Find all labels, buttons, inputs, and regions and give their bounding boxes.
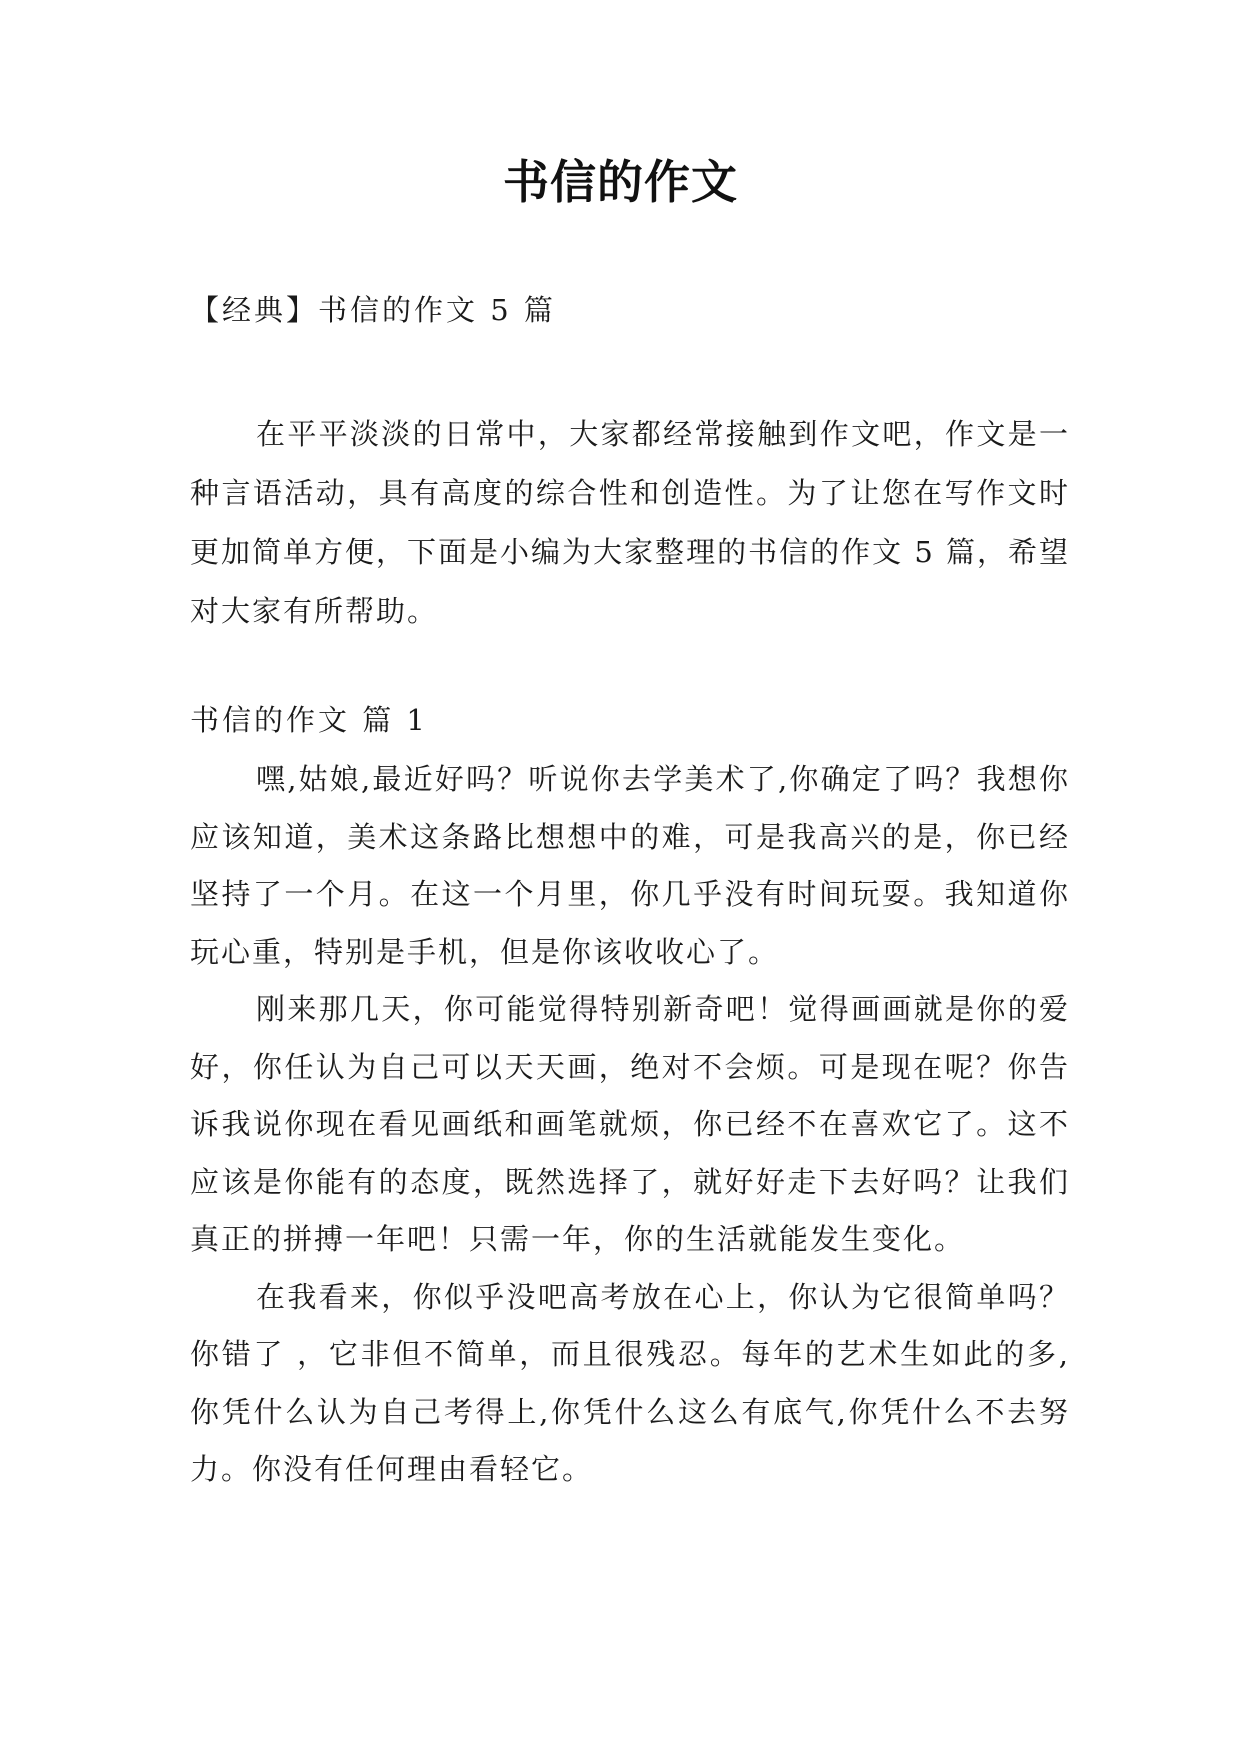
intro-block <box>190 405 1070 641</box>
intro-paragraph: 在平平淡淡的日常中，大家都经常接触到作文吧，作文是一种言语活动，具有高度的综合性和创造性。为了让您在写作文时更加简单方便，下面是小编为大家整理的书信的作文 5 篇，希望对大家有所帮助。 <box>190 417 1070 628</box>
body-paragraph-1: 嘿,姑娘,最近好吗？听说你去学美术了,你确定了吗？我想你应该知道，美术这条路比想想中的难，可是我高兴的是，你已经坚持了一个月。在这一个月里，你几乎没有时间玩耍。我知道你玩心重，特别是手机，但是你该收收心了。 <box>190 762 1070 969</box>
body-paragraph-3: 在我看来，你似乎没吧高考放在心上，你认为它很简单吗？你错了 ，它非但不简单，而且很残忍。每年的艺术生如此的多,你凭什么认为自己考得上,你凭什么这么有底气,你凭什么不去努力。你没有任何理由看轻它。 <box>190 1279 1070 1486</box>
body-paragraph-2: 刚来那几天，你可能觉得特别新奇吧！觉得画画就是你的爱好，你任认为自己可以天天画，绝对不会烦。可是现在呢？你告诉我说你现在看见画纸和画笔就烦，你已经不在喜欢它了。这不应该是你能有的态度，既然选择了，就好好走下去好吗？让我们真正的拼搏一年吧！只需一年，你的生活就能发生变化。 <box>190 992 1070 1256</box>
section-heading: 书信的作文 篇 1 <box>190 703 428 737</box>
document-title: 书信的作文 <box>503 155 738 209</box>
letter-body <box>190 751 1070 1499</box>
document-subtitle: 【经典】书信的作文 5 篇 <box>190 293 556 327</box>
